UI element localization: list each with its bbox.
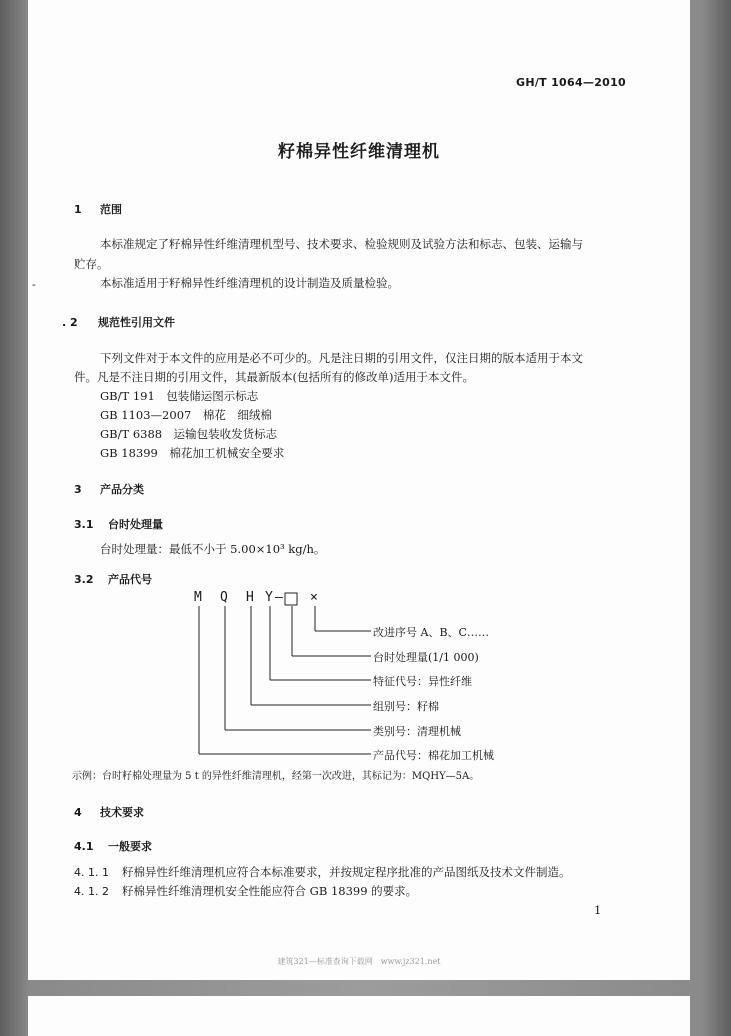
- code-label-category: 类别号：清理机械: [373, 725, 461, 738]
- code-letter-q: Q: [220, 590, 228, 605]
- code-label-product: 产品代号：棉花加工机械: [373, 749, 494, 762]
- section-2-para-line1: 下列文件对于本文件的应用是必不可少的。凡是注日期的引用文件，仅注日期的版本适用于本文: [100, 351, 583, 365]
- code-letter-h: H: [246, 590, 254, 605]
- code-label-revision: 改进序号 A、B、C……: [373, 626, 489, 639]
- code-label-feature: 特征代号：异性纤维: [373, 675, 472, 688]
- code-letter-m: M: [194, 590, 202, 605]
- clause-4-1-1: 4. 1. 1 籽棉异性纤维清理机应符合本标准要求，并按规定程序批准的产品图纸及技术文件制造。: [74, 865, 571, 879]
- code-box: [285, 590, 293, 605]
- document-title: 籽棉异性纤维清理机: [278, 142, 440, 162]
- reference-item: GB/T 191 包装储运图示标志: [100, 389, 259, 403]
- section-1-para2: 本标准适用于籽棉异性纤维清理机的设计制造及质量检验。: [100, 276, 399, 290]
- code-example: 示例：台时籽棉处理量为 5 t 的异性纤维清理机，经第一次改进，其标记为：MQHY—5A。: [72, 771, 480, 782]
- next-page-edge: [28, 996, 690, 1036]
- section-3-2-heading: 3.2 产品代号: [74, 573, 152, 586]
- margin-mark: -: [32, 278, 36, 291]
- section-3-1-heading: 3.1 台时处理量: [74, 518, 163, 531]
- section-2-para-line2: 件。凡是不注日期的引用文件，其最新版本(包括所有的修改单)适用于本文件。: [74, 370, 474, 384]
- section-2-heading: . 2 规范性引用文件: [62, 316, 175, 329]
- clause-4-1-2: 4. 1. 2 籽棉异性纤维清理机安全性能应符合 GB 18399 的要求。: [74, 884, 418, 898]
- code-multiply: ×: [310, 590, 318, 605]
- standard-code: GH/T 1064—2010: [516, 76, 627, 89]
- section-4-heading: 4 技术要求: [74, 806, 144, 819]
- reference-item: GB/T 6388 运输包装收发货标志: [100, 427, 278, 441]
- reference-item: GB 18399 棉花加工机械安全要求: [100, 446, 285, 460]
- section-1-para1-line1: 本标准规定了籽棉异性纤维清理机型号、技术要求、检验规则及试验方法和标志、包装、运输与: [100, 237, 583, 251]
- section-1-heading: 1 范围: [74, 203, 122, 216]
- document-page: [28, 0, 690, 980]
- code-label-capacity: 台时处理量(1/1 000): [373, 651, 479, 664]
- code-label-group: 组别号：籽棉: [373, 700, 439, 713]
- product-code-diagram: [183, 588, 523, 773]
- code-diagram-lines: [183, 588, 523, 773]
- section-1-para1-line2: 贮存。: [74, 257, 109, 271]
- section-3-1-body: 台时处理量：最低不小于 5.00×10³ kg/h。: [100, 542, 326, 556]
- reference-item: GB 1103—2007 棉花 细绒棉: [100, 408, 272, 422]
- code-letter-y: Y: [265, 590, 273, 605]
- section-3-heading: 3 产品分类: [74, 483, 144, 496]
- watermark-footer: 建筑321—标准查询下载网 www.jz321.net: [277, 957, 441, 966]
- code-dash: —: [275, 590, 283, 605]
- section-4-1-heading: 4.1 一般要求: [74, 840, 152, 853]
- page-number: 1: [594, 903, 602, 917]
